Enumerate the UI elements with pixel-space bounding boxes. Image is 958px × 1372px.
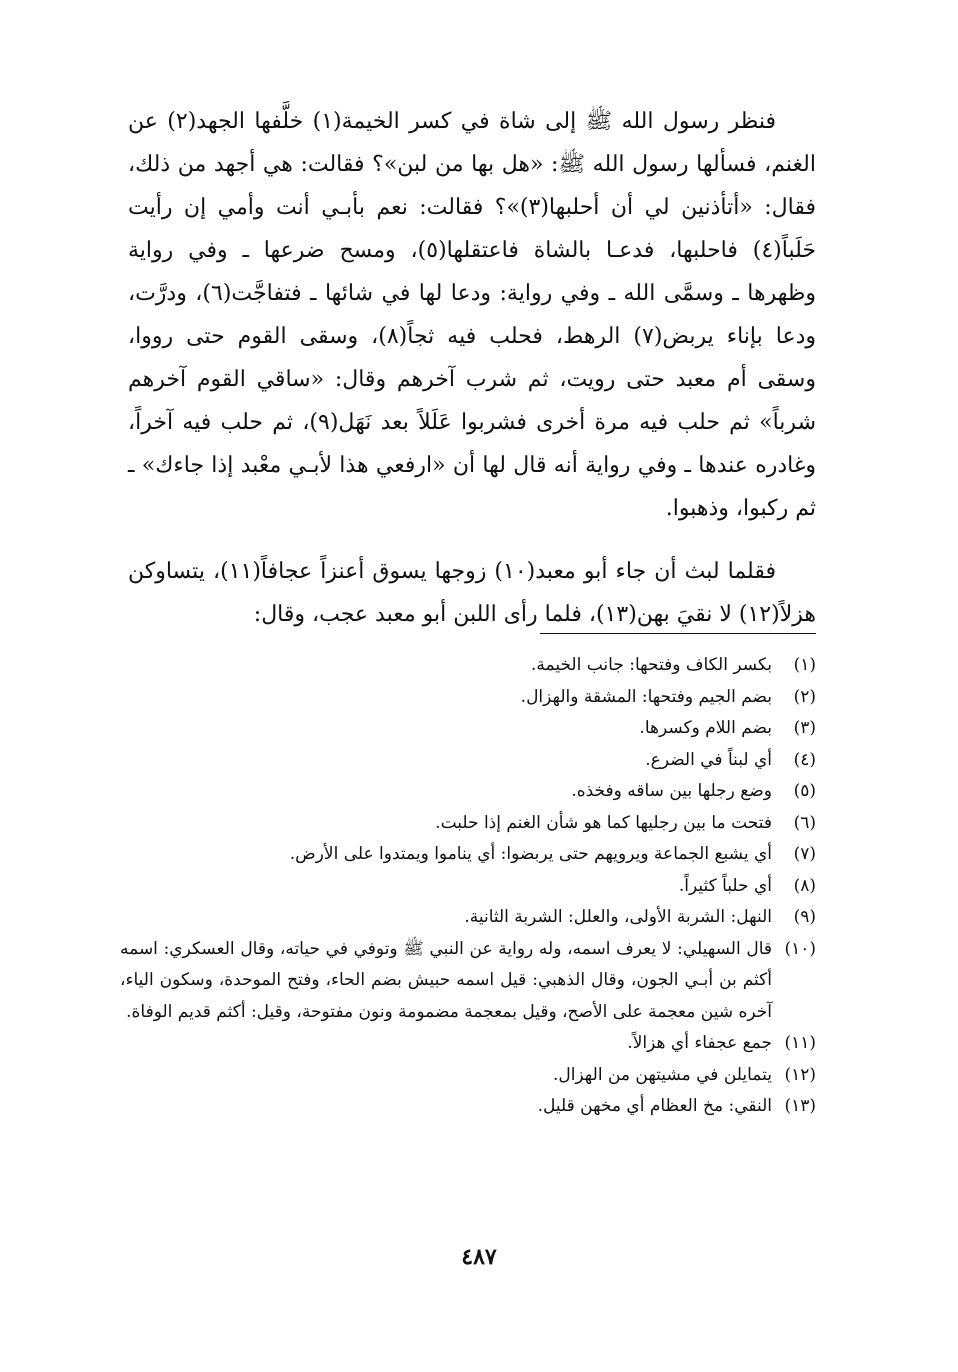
footnote-number: (٣) xyxy=(793,718,816,738)
footnote-separator xyxy=(540,633,816,634)
footnote-text: بضم اللام وكسرها. xyxy=(639,718,772,738)
footnote-10 xyxy=(120,934,816,1029)
footnote-text: بضم الجيم وفتحها: المشقة والهزال. xyxy=(520,686,772,707)
footnote-text: النهل: الشربة الأولى، والعلل: الشربة الثانية. xyxy=(464,907,772,927)
footnote-12 xyxy=(120,1060,816,1092)
footnote-text: النقي: مخ العظام أي مخهن قليل. xyxy=(537,1096,772,1116)
footnote-2 xyxy=(120,682,816,714)
footnote-text: أي لبناً في الضرع. xyxy=(645,749,772,770)
footnote-text: أي حلباً كثيراً. xyxy=(678,875,772,896)
footnote-text: يتمايلن في مشيتهن من الهزال. xyxy=(552,1064,772,1085)
footnote-1 xyxy=(120,650,816,682)
footnote-text: فتحت ما بين رجليها كما هو شأن الغنم إذا حلبت. xyxy=(435,812,772,833)
page-number: ٤٨٧ xyxy=(461,1244,497,1270)
footnote-text: وضع رجلها بين ساقه وفخذه. xyxy=(571,781,772,801)
footnote-number: (٤) xyxy=(793,749,816,770)
footnote-3 xyxy=(120,713,816,745)
footnote-number: (١١) xyxy=(784,1033,816,1053)
footnote-13 xyxy=(120,1091,816,1123)
footnote-7 xyxy=(120,839,816,871)
footnote-text: أي يشبع الجماعة ويرويهم حتى يربضوا: أي يناموا ويمتدوا على الأرض. xyxy=(289,844,772,864)
footnote-number: (٨) xyxy=(793,875,816,896)
footnote-number: (٦) xyxy=(793,812,816,833)
footnote-number: (٧) xyxy=(793,844,816,864)
footnote-number: (١٢) xyxy=(784,1064,816,1085)
footnote-5 xyxy=(120,776,816,808)
footnote-8 xyxy=(120,871,816,903)
footnote-4 xyxy=(120,745,816,777)
footnote-number: (٢) xyxy=(793,686,816,707)
paragraph-2: فقلما لبث أن جاء أبو معبد(١٠) زوجها يسوق أعنزاً عجافاً(١١)، يتساوكن هزلاً(١٢) لا نقيَ بهن(١٣)، فلما رأى اللبن أبو معبد عجب، وقال: xyxy=(128,559,816,627)
footnote-9 xyxy=(120,902,816,934)
footnote-number: (١) xyxy=(793,655,816,675)
footnote-number: (١٣) xyxy=(784,1096,816,1116)
footnotes-list xyxy=(120,650,816,1123)
footnote-11 xyxy=(120,1028,816,1060)
footnote-text: قال السهيلي: لا يعرف اسمه، وله رواية عن النبي ﷺ وتوفي في حياته، وقال العسكري: اسمه أكثم بن أبـي الجون، وقال الذهبي: قيل اسمه حبيش بضم الحاء، وفتح الموحدة، وسكون الياء، آخره شين معجمة على الأصح، وقيل بمعجمة مضمومة ونون مفتوحة، وقيل: أكثم قديم الوفاة. xyxy=(120,938,772,1022)
footnote-number: (٩) xyxy=(793,907,816,927)
footnote-number: (١٠) xyxy=(784,938,816,959)
footnote-text: بكسر الكاف وفتحها: جانب الخيمة. xyxy=(530,655,772,675)
paragraph-1: فنظر رسول الله ﷺ إلى شاة في كسر الخيمة(١) خلَّفها الجهد(٢) عن الغنم، فسألها رسول الله ﷺ: «هل بها من لبن»؟ فقالت: هي أجهد من ذلك، فقال: «أتأذنين لي أن أحلبها(٣)»؟ فقالت: نعم بأبـي أنت وأمي إن رأيت حَلَباً(٤) فاحلبها، فدعـا بالشاة فاعتقلها(٥)، ومسح ضرعها ـ وفي رواية وظهرها ـ وسمَّى الله ـ وفي رواية: ودعا لها في شائها ـ فتفاجَّت(٦)، ودرَّت، ودعا بإناء يربض(٧) الرهط، فحلب فيه ثجاً(٨)، وسقى القوم حتى رووا، وسقى أم معبد حتى رويت، ثم شرب آخرهم وقال: «ساقي القوم آخرهم شرباً» ثم حلب فيه مرة أخرى فشربوا عَلَلاً بعد نَهَل(٩)، ثم حلب فيه آخراً، وغادره عندها ـ وفي رواية أنه قال لها أن «ارفعي هذا لأبـي معْبد إذا جاءك» ـ ثم ركبوا، وذهبوا. xyxy=(128,109,817,521)
main-text xyxy=(128,100,816,636)
footnote-text: جمع عجفاء أي هزالاً. xyxy=(627,1033,772,1053)
footnote-number: (٥) xyxy=(793,781,816,801)
footnote-6 xyxy=(120,808,816,840)
